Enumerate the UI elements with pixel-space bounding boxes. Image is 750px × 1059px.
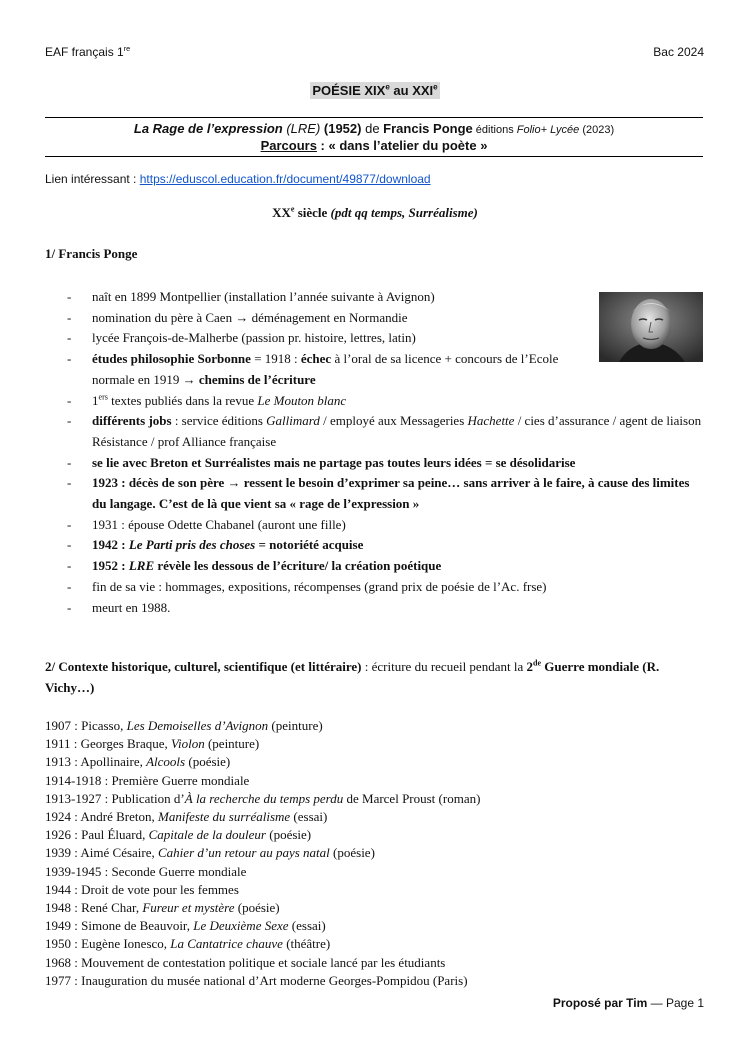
- list-item: - 1ers textes publiés dans la revue Le Mouton blanc: [45, 391, 705, 412]
- dash-bullet-icon: -: [67, 537, 72, 553]
- chronology-item: 1949 : Simone de Beauvoir, Le Deuxième Sexe (essai): [45, 918, 326, 934]
- list-item: - 1952 : LRE révèle les dessous de l’écriture/ la création poétique: [45, 556, 705, 577]
- chronology-item: 1911 : Georges Braque, Violon (peinture): [45, 736, 260, 752]
- page-footer: Proposé par Tim — Page 1: [552, 996, 704, 1010]
- chronology-item: 1939 : Aimé Césaire, Cahier d’un retour au pays natal (poésie): [45, 845, 375, 861]
- chronology-item: 1977 : Inauguration du musée national d’Art moderne Georges-Pompidou (Paris): [45, 972, 468, 988]
- list-item: - naît en 1899 Montpellier (installation l’année suivante à Avignon): [45, 287, 705, 308]
- eduscol-link[interactable]: https://eduscol.education.fr/document/49877/download: [139, 172, 431, 186]
- book-title: La Rage de l’expression: [133, 121, 283, 136]
- dash-bullet-icon: -: [67, 289, 72, 304]
- parcours-label: Parcours: [260, 138, 317, 153]
- book-line: La Rage de l’expression (LRE) (1952) de Francis Ponge éditions Folio+ Lycée (2023): [133, 121, 615, 136]
- section1-heading: 1/ Francis Ponge: [45, 246, 138, 261]
- list-item: - nomination du père à Caen → déménagement en Normandie: [45, 308, 705, 329]
- page-title: [0, 82, 750, 100]
- list-item: - meurt en 1988.: [45, 598, 705, 619]
- list-item: - 1923 : décès de son père → ressent le besoin d’exprimer sa peine… sans arriver à le faire, à cause des limites du langage. C’est de là que vient sa « rage de l’expression »: [67, 475, 690, 512]
- dash-bullet-icon: -: [67, 392, 72, 408]
- chronology-item: 1924 : André Breton, Manifeste du surréalisme (essai): [45, 809, 328, 825]
- dash-bullet-icon: -: [67, 351, 72, 367]
- dash-bullet-icon: -: [67, 516, 72, 532]
- dash-bullet-icon: -: [67, 475, 72, 491]
- section2-heading: 2/ Contexte historique, culturel, scientifique (et littéraire) : écriture du recueil pendant la 2de Guerre mondiale (R. Vichy…): [45, 658, 660, 695]
- list-item: - 1942 : Le Parti pris des choses = notoriété acquise: [45, 535, 705, 556]
- list-item: - se lie avec Breton et Surréalistes mais ne partage pas toutes leurs idées = se désolidarise: [45, 453, 705, 474]
- chronology-item: 1968 : Mouvement de contestation politique et sociale lancé par les étudiants: [45, 954, 446, 970]
- chronology-item: 1950 : Eugène Ionesco, La Cantatrice chauve (théâtre): [45, 936, 331, 952]
- page-title-highlight: POÉSIE XIXe au XXIe: [312, 82, 438, 98]
- portrait-photo-icon: [599, 292, 703, 362]
- dash-bullet-icon: -: [67, 599, 72, 615]
- chronology-item: 1913 : Apollinaire, Alcools (poésie): [45, 754, 231, 770]
- dash-bullet-icon: -: [67, 578, 72, 594]
- dash-bullet-icon: -: [67, 454, 72, 470]
- list-item: - lycée François-de-Malherbe (passion pr. histoire, lettres, latin): [45, 328, 705, 349]
- top-rule: [45, 117, 703, 118]
- link-line: Lien intéressant : https://eduscol.education.fr/document/49877/download: [45, 172, 431, 186]
- list-item: - fin de sa vie : hommages, expositions, récompenses (grand prix de poésie de l’Ac. frse): [45, 577, 705, 598]
- list-item: - études philosophie Sorbonne = 1918 : échec à l’oral de sa licence + concours de l’Ecole normale en 1919 → chemins de l’écriture: [67, 351, 559, 387]
- chronology-item: 1914-1918 : Première Guerre mondiale: [45, 772, 250, 788]
- dash-bullet-icon: -: [67, 309, 72, 325]
- bottom-rule: [45, 156, 703, 157]
- chronology-item: 1926 : Paul Éluard, Capitale de la douleur (poésie): [45, 827, 312, 843]
- chronology-list: [45, 717, 705, 990]
- list-item: - 1931 : épouse Odette Chabanel (auront une fille): [45, 515, 705, 536]
- dash-bullet-icon: -: [67, 558, 72, 574]
- header-left: EAF français 1re: [45, 44, 131, 59]
- book-info: [45, 121, 703, 154]
- chronology-item: 1939-1945 : Seconde Guerre mondiale: [45, 863, 247, 879]
- dash-bullet-icon: -: [67, 330, 72, 346]
- chronology-item: 1944 : Droit de vote pour les femmes: [45, 881, 239, 897]
- list-item: - différents jobs : service éditions Gallimard / employé aux Messageries Hachette / cies d’assurance / agent de liaison Résistance / prof Alliance française: [67, 413, 702, 449]
- dash-bullet-icon: -: [67, 413, 72, 429]
- century-heading: XXe siècle (pdt qq temps, Surréalisme): [272, 204, 478, 220]
- header-right: Bac 2024: [653, 45, 704, 59]
- book-author: Francis Ponge: [383, 121, 473, 136]
- chronology-item: 1913-1927 : Publication d’À la recherche du temps perdu de Marcel Proust (roman): [45, 790, 481, 806]
- chronology-item: 1907 : Picasso, Les Demoiselles d’Avignon (peinture): [45, 718, 323, 733]
- chronology-item: 1948 : René Char, Fureur et mystère (poésie): [45, 900, 280, 916]
- parcours-line: Parcours : « dans l’atelier du poète »: [260, 138, 488, 153]
